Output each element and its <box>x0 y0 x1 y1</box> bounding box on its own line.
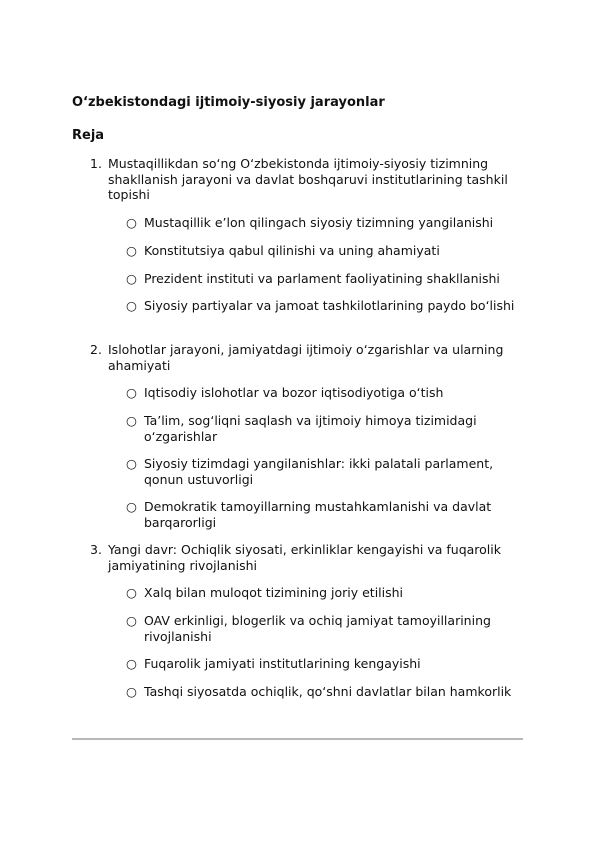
subitem-text: Xalq bilan muloqot tizimining joriy etilishi <box>144 585 404 600</box>
plan-heading: Reja <box>72 128 105 143</box>
section-text: Yangi davr: Ochiqlik siyosati, erkinliklar kengayishi va fuqarolik jamiyatining rivojlanishi <box>108 542 501 573</box>
subitem <box>126 585 526 601</box>
bullet-icon: ○ <box>126 298 137 313</box>
section-item <box>90 156 530 203</box>
subitem-text: Mustaqillik e’lon qilingach siyosiy tizimning yangilanishi <box>144 215 494 230</box>
section-item <box>90 542 530 573</box>
subitem <box>126 215 526 231</box>
bullet-icon: ○ <box>126 684 137 699</box>
bullet-icon: ○ <box>126 613 137 628</box>
subitem <box>126 684 526 700</box>
subitem <box>126 271 526 287</box>
subitem-text: Iqtisodiy islohotlar va bozor iqtisodiyotiga o‘tish <box>144 385 444 400</box>
subitem <box>126 413 526 444</box>
section-number: 1. <box>90 156 102 171</box>
section-text: Islohotlar jarayoni, jamiyatdagi ijtimoiy o‘zgarishlar va ularning ahamiyati <box>108 342 504 373</box>
subitem-text: OAV erkinligi, blogerlik va ochiq jamiyat tamoyillarining rivojlanishi <box>144 613 491 644</box>
bullet-icon: ○ <box>126 656 137 671</box>
bullet-icon: ○ <box>126 271 137 286</box>
section-text: Mustaqillikdan so‘ng O‘zbekistonda ijtimoiy-siyosiy tizimning shakllanish jarayoni va davlat boshqaruvi institutlarining tashkil topishi <box>108 156 508 202</box>
subitem-text: Tashqi siyosatda ochiqlik, qo‘shni davlatlar bilan hamkorlik <box>144 684 512 699</box>
subitem-text: Prezident instituti va parlament faoliyatining shakllanishi <box>144 271 500 286</box>
section-number: 3. <box>90 542 102 557</box>
subitem <box>126 243 526 259</box>
subitem-text: Siyosiy tizimdagi yangilanishlar: ikki palatali parlament, qonun ustuvorligi <box>144 456 494 487</box>
subitem <box>126 456 526 487</box>
section-item <box>90 342 530 373</box>
document-title: O‘zbekistondagi ijtimoiy-siyosiy jarayonlar <box>72 95 385 110</box>
bullet-icon: ○ <box>126 499 137 514</box>
subitem-text: Konstitutsiya qabul qilinishi va uning ahamiyati <box>144 243 440 258</box>
subitem-text: Demokratik tamoyillarning mustahkamlanishi va davlat barqarorligi <box>144 499 492 530</box>
subitem-text: Siyosiy partiyalar va jamoat tashkilotlarining paydo bo‘lishi <box>144 298 515 313</box>
subitem <box>126 656 526 672</box>
subitem <box>126 613 526 644</box>
subitem <box>126 499 526 530</box>
subitem-text: Fuqarolik jamiyati institutlarining kengayishi <box>144 656 421 671</box>
horizontal-divider <box>72 738 523 740</box>
section-number: 2. <box>90 342 102 357</box>
bullet-icon: ○ <box>126 456 137 471</box>
bullet-icon: ○ <box>126 585 137 600</box>
bullet-icon: ○ <box>126 243 137 258</box>
subitem <box>126 298 526 314</box>
bullet-icon: ○ <box>126 413 137 428</box>
bullet-icon: ○ <box>126 215 137 230</box>
subitem <box>126 385 526 401</box>
subitem-text: Ta’lim, sog‘liqni saqlash va ijtimoiy himoya tizimidagi o‘zgarishlar <box>144 413 477 444</box>
bullet-icon: ○ <box>126 385 137 400</box>
